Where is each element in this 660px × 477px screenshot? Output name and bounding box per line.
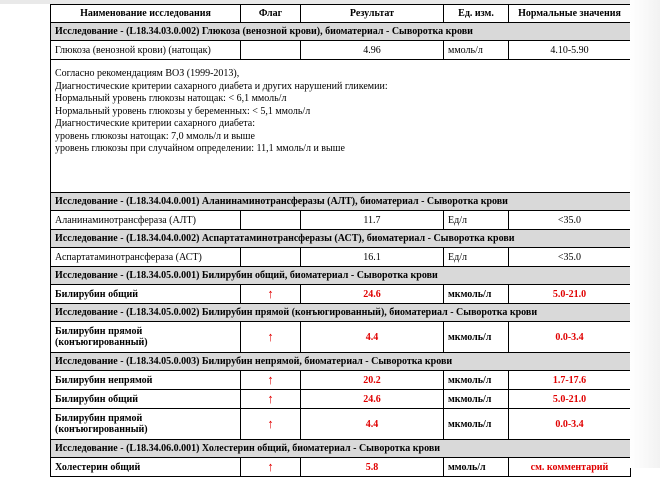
table-row — [51, 322, 631, 353]
header-norm: Нормальные значения — [509, 5, 631, 23]
table-row — [51, 41, 631, 60]
table-row — [51, 285, 631, 304]
unit: мкмоль/л — [444, 371, 509, 390]
table-row — [51, 409, 631, 440]
unit: Ед/л — [444, 211, 509, 230]
header-unit: Ед. изм. — [444, 5, 509, 23]
table-row — [51, 248, 631, 267]
lab-results-sheet — [50, 4, 630, 477]
unit: мкмоль/л — [444, 409, 509, 440]
norm-range: 0.0-3.4 — [509, 409, 631, 440]
up-arrow-icon: ↑ — [241, 458, 301, 477]
norm-range: см. комментарий — [509, 458, 631, 477]
up-arrow-icon: ↑ — [241, 285, 301, 304]
test-name — [51, 409, 241, 440]
unit: мкмоль/л — [444, 285, 509, 304]
norm-range: 5.0-21.0 — [509, 285, 631, 304]
table-header — [51, 5, 631, 23]
note-line: Диагностические критерии сахарного диабета: — [55, 118, 255, 129]
test-name: Билирубин общий — [51, 285, 241, 304]
glucose-note — [51, 60, 631, 193]
section-title: Исследование - (L18.34.04.0.002) Аспартатаминотрансферазы (АСТ), биоматериал - Сыворотка крови — [51, 230, 631, 248]
table-row — [51, 211, 631, 230]
result-value: 24.6 — [301, 285, 444, 304]
note-line: Согласно рекомендациям ВОЗ (1999-2013), — [55, 68, 240, 79]
norm-range: 5.0-21.0 — [509, 390, 631, 409]
up-arrow-icon: ↑ — [241, 322, 301, 353]
section-header — [51, 193, 631, 211]
test-name-line: (конъюгированный) — [55, 337, 148, 348]
section-title: Исследование - (L18.34.04.0.001) Аланинаминотрансферазы (АЛТ), биоматериал - Сыворотка крови — [51, 193, 631, 211]
test-name: Билирубин непрямой — [51, 371, 241, 390]
flag-cell — [241, 248, 301, 267]
unit: ммоль/л — [444, 41, 509, 60]
table-row — [51, 458, 631, 477]
norm-range: <35.0 — [509, 248, 631, 267]
result-value: 16.1 — [301, 248, 444, 267]
section-header — [51, 353, 631, 371]
table-row — [51, 390, 631, 409]
section-title: Исследование - (L18.34.05.0.001) Билирубин общий, биоматериал - Сыворотка крови — [51, 267, 631, 285]
result-value: 4.96 — [301, 41, 444, 60]
test-name: Аланинаминотрансфераза (АЛТ) — [51, 211, 241, 230]
test-name: Холестерин общий — [51, 458, 241, 477]
section-title: Исследование - (L18.34.05.0.003) Билирубин непрямой, биоматериал - Сыворотка крови — [51, 353, 631, 371]
test-name — [51, 322, 241, 353]
lab-results-table — [50, 4, 631, 477]
test-name-line: Билирубин прямой — [55, 326, 143, 337]
up-arrow-icon: ↑ — [241, 409, 301, 440]
test-name: Билирубин общий — [51, 390, 241, 409]
flag-cell — [241, 41, 301, 60]
note-line: уровень глюкозы натощак: 7,0 ммоль/л и выше — [55, 130, 255, 142]
unit: мкмоль/л — [444, 322, 509, 353]
norm-range: 0.0-3.4 — [509, 322, 631, 353]
header-flag: Флаг — [241, 5, 301, 23]
unit: ммоль/л — [444, 458, 509, 477]
header-result: Результат — [301, 5, 444, 23]
section-header — [51, 440, 631, 458]
norm-range: 4.10-5.90 — [509, 41, 631, 60]
section-header — [51, 304, 631, 322]
test-name: Аспартатаминотрансфераза (АСТ) — [51, 248, 241, 267]
note-line: Диагностические критерии сахарного диабета и других нарушений гликемии: — [55, 80, 388, 92]
test-name: Глюкоза (венозной крови) (натощак) — [51, 41, 241, 60]
header-name: Наименование исследования — [51, 5, 241, 23]
section-title: Исследование - (L18.34.05.0.002) Билирубин прямой (конъюгированный), биоматериал - Сыворотка крови — [51, 304, 631, 322]
norm-range: <35.0 — [509, 211, 631, 230]
note-line: уровень глюкозы при случайном определении: 11,1 ммоль/л и выше — [55, 143, 345, 154]
result-value: 11.7 — [301, 211, 444, 230]
section-header — [51, 23, 631, 41]
test-name-line: Билирубин прямой — [55, 413, 143, 424]
result-value: 5.8 — [301, 458, 444, 477]
test-name-line: (конъюгированный) — [55, 424, 148, 435]
up-arrow-icon: ↑ — [241, 371, 301, 390]
up-arrow-icon: ↑ — [241, 390, 301, 409]
section-title: Исследование - (L18.34.06.0.001) Холестерин общий, биоматериал - Сыворотка крови — [51, 440, 631, 458]
table-row — [51, 371, 631, 390]
norm-range: 1.7-17.6 — [509, 371, 631, 390]
section-title: Исследование - (L18.34.03.0.002) Глюкоза (венозной крови), биоматериал - Сыворотка крови — [51, 23, 631, 41]
note-line: Нормальный уровень глюкозы у беременных: < 5,1 ммоль/л — [55, 105, 311, 117]
flag-cell — [241, 211, 301, 230]
unit: Ед/л — [444, 248, 509, 267]
result-value: 4.4 — [301, 322, 444, 353]
result-value: 4.4 — [301, 409, 444, 440]
section-header — [51, 267, 631, 285]
result-value: 24.6 — [301, 390, 444, 409]
unit: мкмоль/л — [444, 390, 509, 409]
note-line: Нормальный уровень глюкозы натощак: < 6,1 ммоль/л — [55, 93, 287, 104]
section-header — [51, 230, 631, 248]
page-edge-shadow — [630, 0, 660, 468]
result-value: 20.2 — [301, 371, 444, 390]
